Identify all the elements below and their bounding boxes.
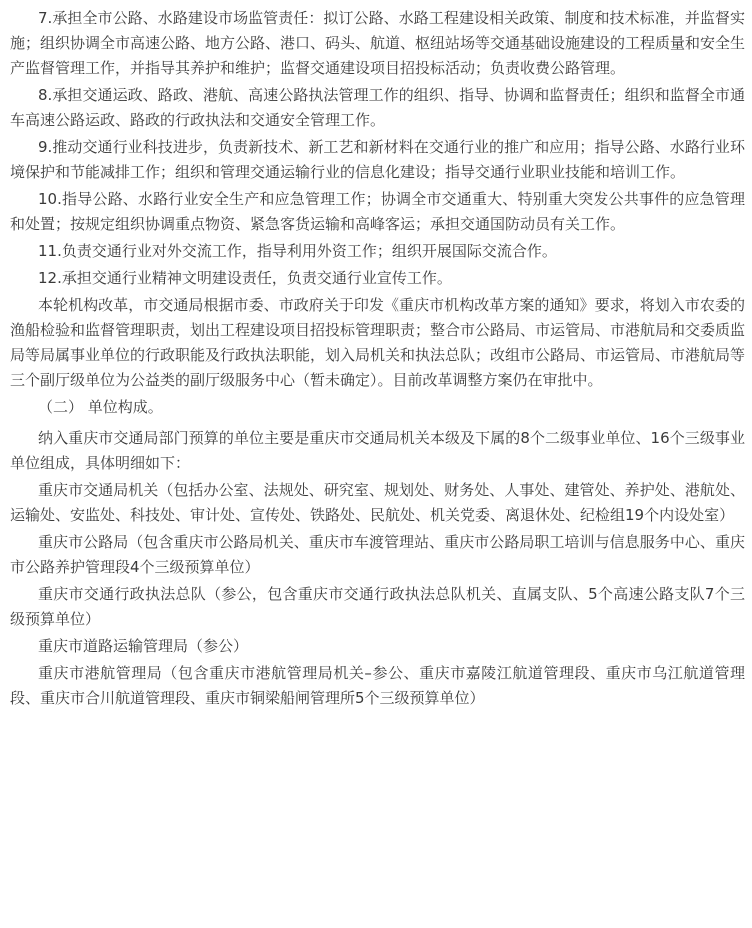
section-heading-unit-composition: （二） 单位构成。	[38, 398, 163, 416]
paragraph-budget-scope: 纳入重庆市交通局部门预算的单位主要是重庆市交通局机关本级及下属的8个二级事业单位、16个三级事业单位组成，具体明细如下：	[10, 429, 745, 472]
paragraph-item-11: 11.负责交通行业对外交流工作，指导利用外资工作；组织开展国际交流合作。	[38, 242, 557, 260]
paragraph-unit-enforcement-corps: 重庆市交通行政执法总队（参公，包含重庆市交通行政执法总队机关、直属支队、5个高速公路支队7个三级预算单位）	[10, 585, 745, 628]
paragraph-item-10: 10.指导公路、水路行业安全生产和应急管理工作；协调全市交通重大、特别重大突发公共事件的应急管理和处置；按规定组织协调重点物资、紧急客货运输和高峰客运；承担交通国防动员有关工作。	[10, 190, 745, 233]
paragraph-item-12: 12.承担交通行业精神文明建设责任，负责交通行业宣传工作。	[38, 269, 452, 287]
paragraph-unit-highway-bureau: 重庆市公路局（包含重庆市公路局机关、重庆市车渡管理站、重庆市公路局职工培训与信息服务中心、重庆市公路养护管理段4个三级预算单位）	[10, 533, 745, 576]
paragraph-reform: 本轮机构改革，市交通局根据市委、市政府关于印发《重庆市机构改革方案的通知》要求，将划入市农委的渔船检验和监督管理职责，划出工程建设项目招投标管理职责；整合市公路局、市运管局、市港航局和交委质监局等局属事业单位的行政职能及行政执法职能，划入局机关和执法总队；改组市公路局、市运管局、市港航局等三个副厅级单位为公益类的副厅级服务中心（暂未确定）。目前改革调整方案仍在审批中。	[10, 296, 746, 389]
paragraph-unit-bureau-office: 重庆市交通局机关（包括办公室、法规处、研究室、规划处、财务处、人事处、建管处、养护处、港航处、运输处、安监处、科技处、审计处、宣传处、铁路处、民航处、机关党委、离退休处、纪检组19个内设处室）	[10, 481, 745, 524]
paragraph-item-8: 8.承担交通运政、路政、港航、高速公路执法管理工作的组织、指导、协调和监督责任；组织和监督全市通车高速公路运政、路政的行政执法和交通安全管理工作。	[10, 86, 745, 129]
paragraph-item-9: 9.推动交通行业科技进步，负责新技术、新工艺和新材料在交通行业的推广和应用；指导公路、水路行业环境保护和节能减排工作；组织和管理交通运输行业的信息化建设；指导交通行业职业技能和培训工作。	[10, 138, 745, 181]
paragraph-item-7: 7.承担全市公路、水路建设市场监管责任：拟订公路、水路工程建设相关政策、制度和技术标准，并监督实施；组织协调全市高速公路、地方公路、港口、码头、航道、枢纽站场等交通基础设施建设的工程质量和安全生产监督管理工作，并指导其养护和维护；监督交通建设项目招投标活动；负责收费公路管理。	[10, 9, 746, 77]
paragraph-unit-port-shipping: 重庆市港航管理局（包含重庆市港航管理局机关–参公、重庆市嘉陵江航道管理段、重庆市乌江航道管理段、重庆市合川航道管理段、重庆市铜梁船闸管理所5个三级预算单位）	[10, 664, 745, 707]
paragraph-unit-road-transport: 重庆市道路运输管理局（参公）	[38, 637, 249, 655]
